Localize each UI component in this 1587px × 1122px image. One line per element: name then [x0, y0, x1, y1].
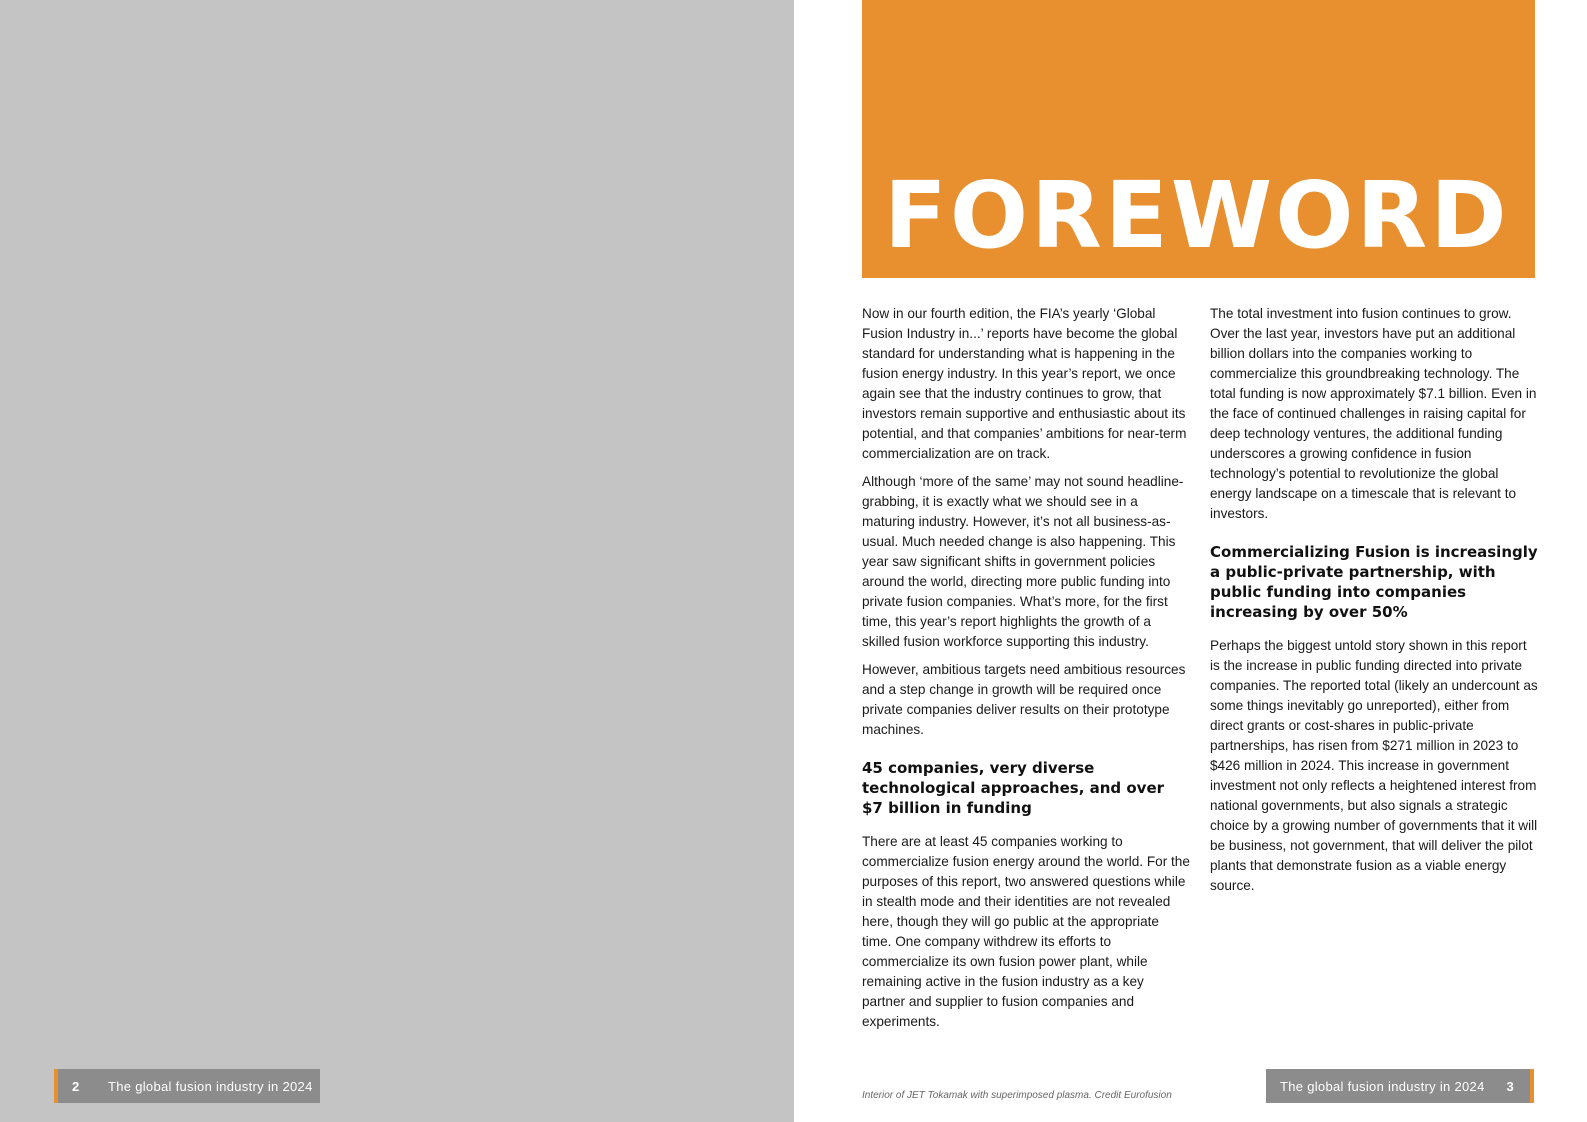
right-footer-title: The global fusion industry in 2024: [1280, 1078, 1485, 1094]
section-heading: 45 companies, very diverse technological approaches, and over $7 billion in funding: [862, 759, 1165, 817]
foreword-banner: [862, 0, 1535, 278]
section-heading: Commercializing Fusion is increasingly a public-private partnership, with public funding into companies increasing by over 50%: [1210, 543, 1538, 621]
paragraph: Perhaps the biggest untold story shown in this report is the increase in public funding directed into private companies. The reported total (likely an undercount as some things inevitably go unreported), either from direct grants or cost-shares in public-private partnerships, has risen from $271 million in 2023 to $426 million in 2024. This increase in government investment not only reflects a heightened interest from national governments, but also signals a strategic choice by a growing number of governments that it will be business, not government, that will deliver the pilot plants that demonstrate fusion as a viable energy source.: [1210, 638, 1538, 893]
paragraph: There are at least 45 companies working to commercialize fusion energy around the world. For the purposes of this report, two answered questions while in stealth mode and their identities are not revealed here, though they will go public at the appropriate time. One company withdrew its efforts to commercialize its own fusion power plant, while remaining active in the fusion industry as a key partner and supplier to fusion companies and experiments.: [862, 834, 1190, 1029]
paragraph: The total investment into fusion continues to grow. Over the last year, investors have put an additional billion dollars into the companies working to commercialize this groundbreaking technology. The total funding is now approximately $7.1 billion. Even in the face of continued challenges in raising capital for deep technology ventures, the additional funding underscores a growing confidence in fusion technology’s potential to revolutionize the global energy landscape on a timescale that is relevant to investors.: [1210, 306, 1537, 521]
left-page-number: 2: [72, 1078, 80, 1094]
right-page-footer: [1266, 1069, 1534, 1103]
left-page-footer: [54, 1069, 320, 1103]
paragraph: Although ‘more of the same’ may not sound headline-grabbing, it is exactly what we should see in a maturing industry. However, it’s not all business-as-usual. Much needed change is also happening. This year saw significant shifts in government policies around the world, directing more public funding into private fusion companies. What’s more, for the first time, this year’s report highlights the growth of a skilled fusion workforce supporting this industry.: [862, 474, 1184, 649]
left-footer-title: The global fusion industry in 2024: [108, 1078, 313, 1094]
right-page-number: 3: [1506, 1078, 1514, 1094]
paragraph: Now in our fourth edition, the FIA’s yearly ‘Global Fusion Industry in...’ reports have become the global standard for understanding what is happening in the fusion energy industry. In this year’s report, we once again see that the industry continues to grow, that investors remain supportive and enthusiastic about its potential, and that companies’ ambitions for near-term commercialization are on track.: [862, 306, 1187, 461]
text-column-right: [1210, 304, 1538, 904]
text-column-left: [862, 304, 1190, 1040]
page-title: FOREWORD: [884, 162, 1510, 269]
image-caption: Interior of JET Tokamak with superimposed plasma. Credit Eurofusion: [862, 1090, 1172, 1101]
paragraph: However, ambitious targets need ambitious resources and a step change in growth will be required once private companies deliver results on their prototype machines.: [862, 662, 1186, 737]
